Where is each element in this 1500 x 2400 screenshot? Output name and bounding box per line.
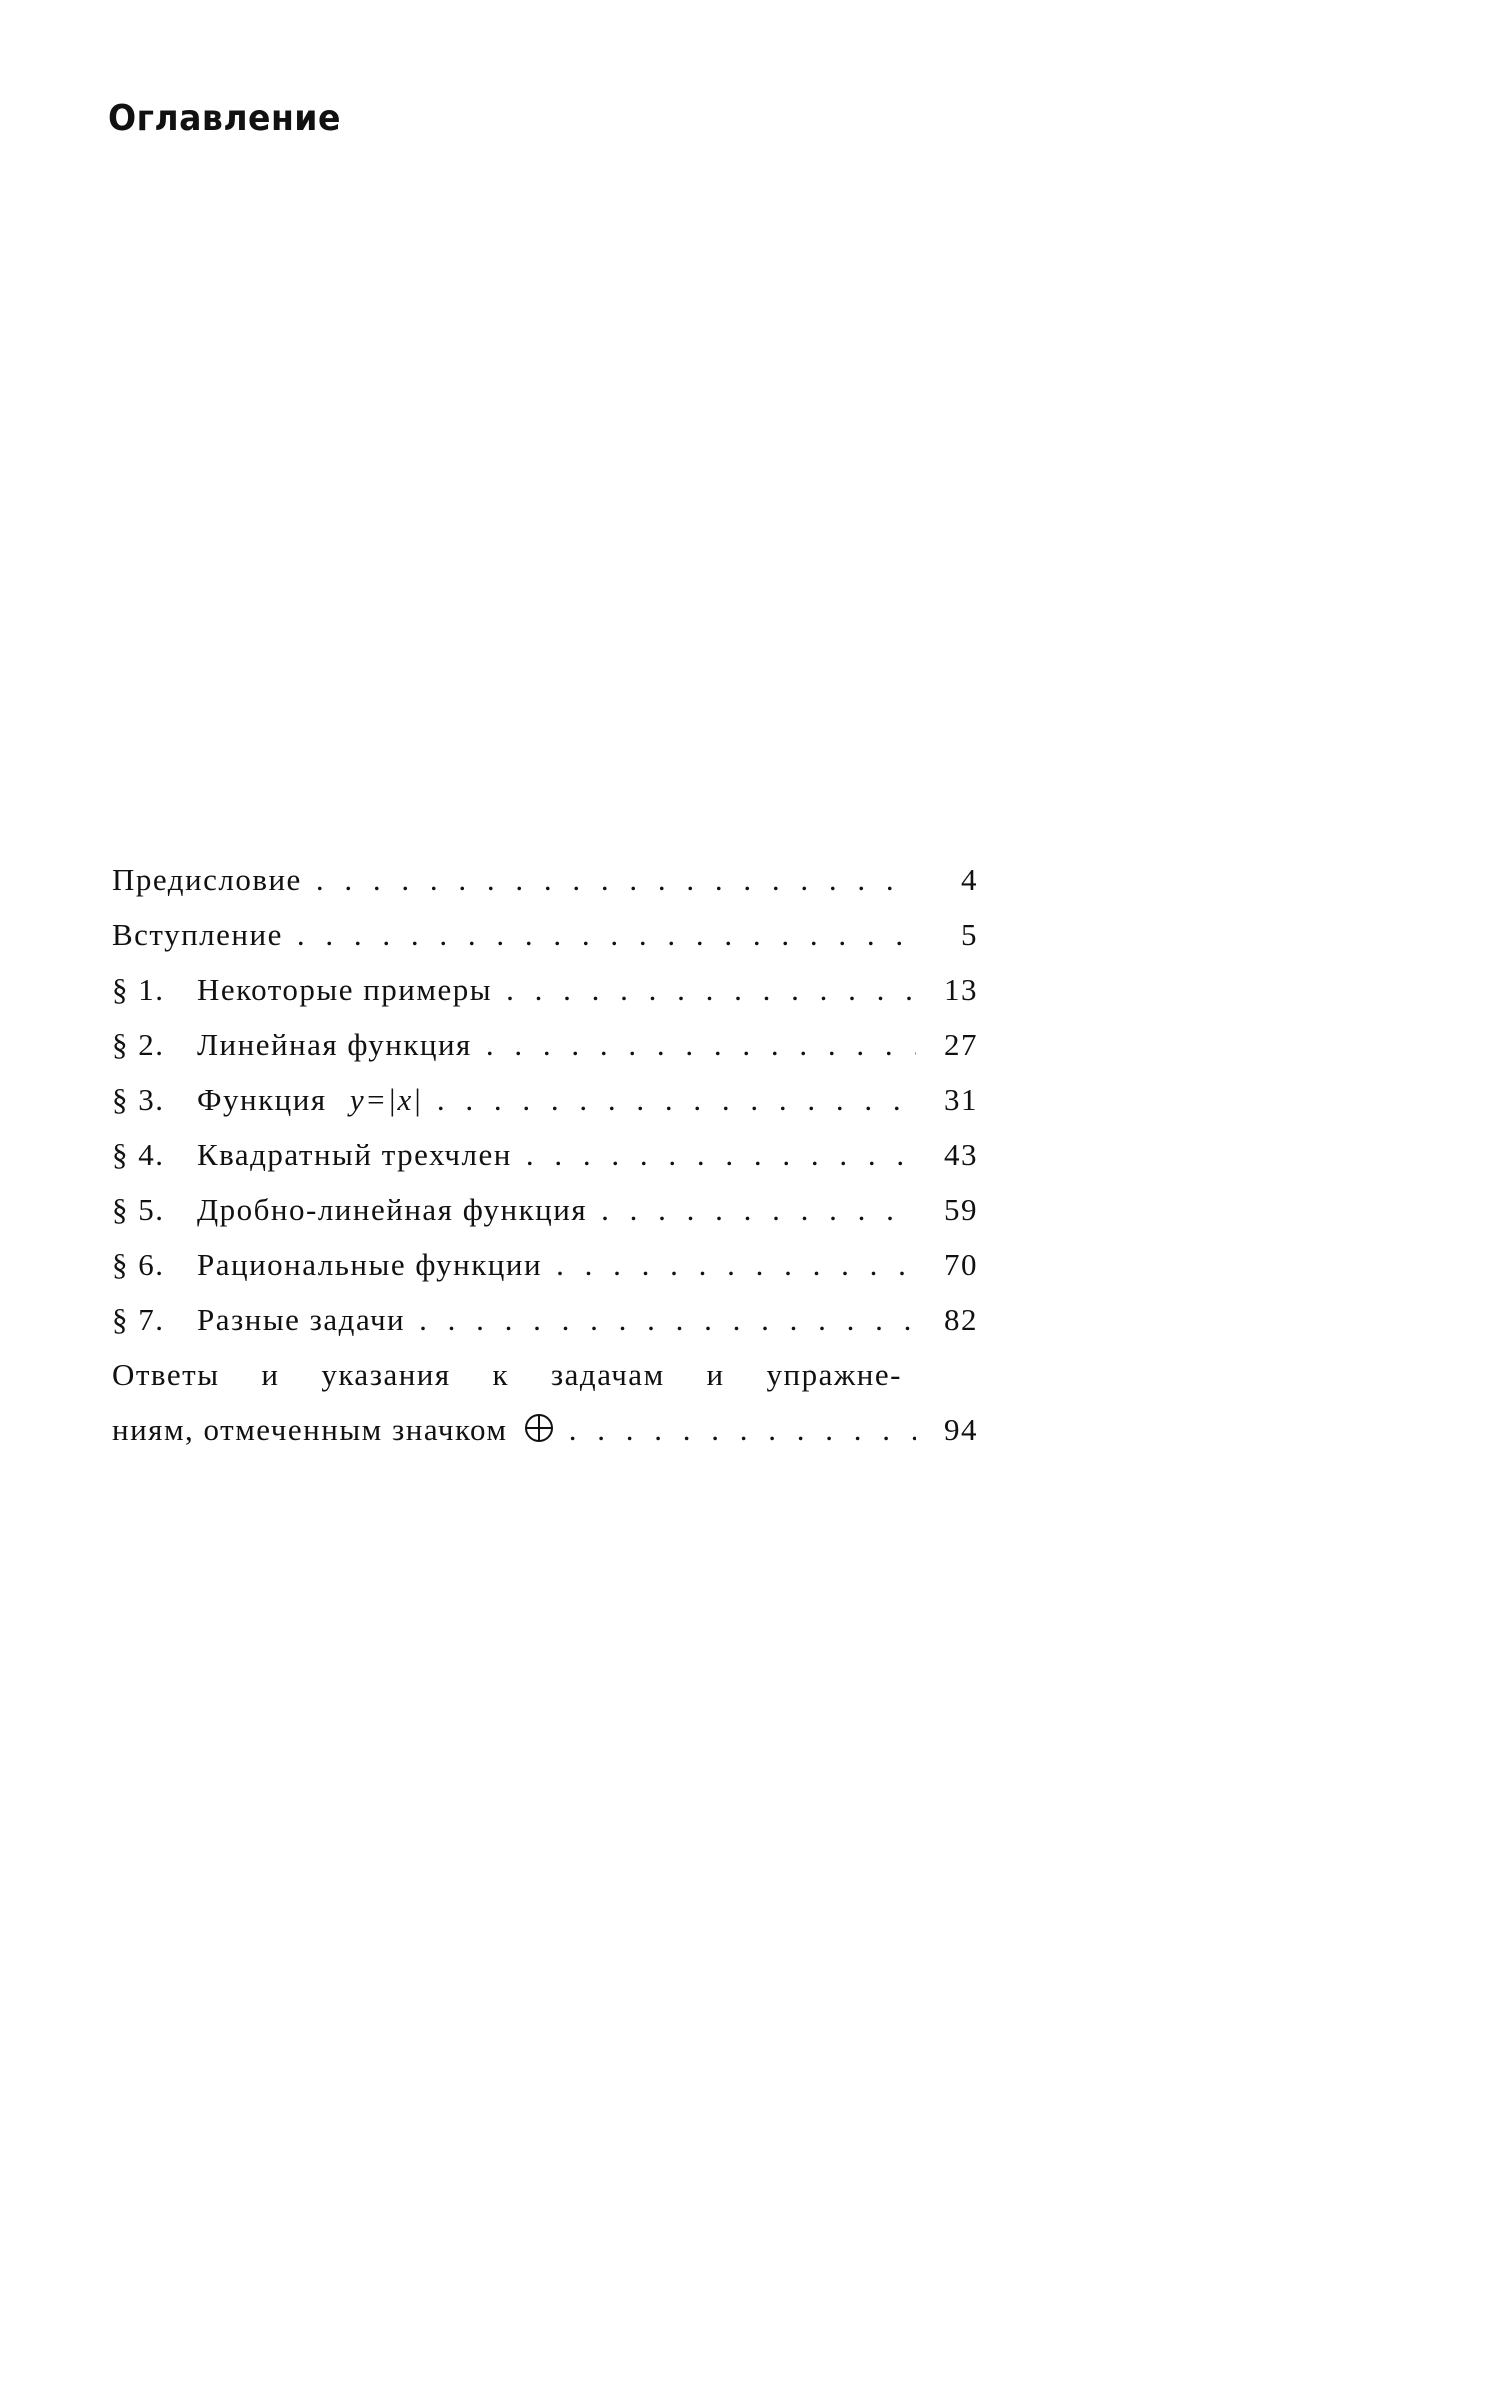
- toc-answers-word: к: [492, 1357, 510, 1392]
- toc-entry-title: [112, 1412, 555, 1448]
- toc-answers-word: Ответы: [112, 1357, 220, 1392]
- dot-leader: [297, 917, 916, 953]
- toc-answers-word: и: [261, 1357, 280, 1392]
- dot-leader: [556, 1247, 916, 1283]
- toc-entry-page: 43: [944, 1137, 978, 1172]
- toc-entry-introduction: [112, 917, 978, 972]
- toc-entry-page: 27: [944, 1027, 978, 1062]
- toc-entry-page: 5: [961, 917, 978, 952]
- dot-leader: [506, 972, 916, 1008]
- toc-entry-section-number: § 2.: [112, 1027, 165, 1062]
- toc-entry-title: Квадратный трехчлен: [197, 1137, 512, 1172]
- toc-entry-page: 94: [944, 1412, 978, 1447]
- toc-entry-section-7: [112, 1302, 978, 1357]
- toc-entry-section-number: § 7.: [112, 1302, 165, 1337]
- table-of-contents: [112, 862, 978, 1467]
- toc-entry-page: 13: [944, 972, 978, 1007]
- toc-entry-title: Линейная функция: [197, 1027, 472, 1062]
- toc-entry-page: 31: [944, 1082, 978, 1117]
- toc-entry-title: Дробно-линейная функция: [197, 1192, 588, 1227]
- toc-entry-section-3: [112, 1082, 978, 1137]
- toc-answers-word: указания: [321, 1357, 451, 1392]
- toc-entry-section-6: [112, 1247, 978, 1302]
- toc-entry-title-text: Функция: [197, 1082, 327, 1117]
- dot-leader: [316, 862, 916, 898]
- toc-entry-title: Некоторые примеры: [197, 972, 493, 1007]
- toc-entry-section-5: [112, 1192, 978, 1247]
- toc-answers-word: и: [706, 1357, 725, 1392]
- toc-answers-word: упражне-: [766, 1357, 902, 1392]
- toc-entry-section-number: § 5.: [112, 1192, 165, 1227]
- toc-entry-page: 4: [961, 862, 978, 897]
- toc-answers-text: ниям, отмеченным значком: [112, 1412, 508, 1447]
- page-title: Оглавление: [108, 98, 341, 139]
- toc-entry-title: [197, 1082, 423, 1118]
- toc-entry-answers-line-1: [112, 1357, 902, 1412]
- dot-leader: [601, 1192, 916, 1228]
- dot-leader: [526, 1137, 916, 1173]
- toc-entry-page: 59: [944, 1192, 978, 1227]
- toc-entry-section-4: [112, 1137, 978, 1192]
- toc-entry-title: Рациональные функции: [197, 1247, 543, 1282]
- toc-entry-section-number: § 1.: [112, 972, 165, 1007]
- dot-leader: [486, 1027, 916, 1063]
- toc-entry-section-number: § 3.: [112, 1082, 165, 1117]
- toc-entry-title: Вступление: [112, 917, 283, 952]
- toc-entry-preface: [112, 862, 978, 917]
- dot-leader: [437, 1082, 916, 1118]
- toc-entry-title: Разные задачи: [197, 1302, 406, 1337]
- toc-entry-formula: y=|x|: [349, 1082, 423, 1117]
- circle-plus-icon: [523, 1412, 555, 1444]
- dot-leader: [569, 1412, 916, 1448]
- toc-entry-section-number: § 6.: [112, 1247, 165, 1282]
- dot-leader: [419, 1302, 916, 1338]
- toc-entry-section-number: § 4.: [112, 1137, 165, 1172]
- toc-entry-section-1: [112, 972, 978, 1027]
- toc-entry-section-2: [112, 1027, 978, 1082]
- toc-entry-page: 82: [944, 1302, 978, 1337]
- toc-entry-answers-line-2: [112, 1412, 978, 1467]
- toc-entry-page: 70: [944, 1247, 978, 1282]
- toc-answers-word: задачам: [550, 1357, 665, 1392]
- toc-entry-title: Предисловие: [112, 862, 302, 897]
